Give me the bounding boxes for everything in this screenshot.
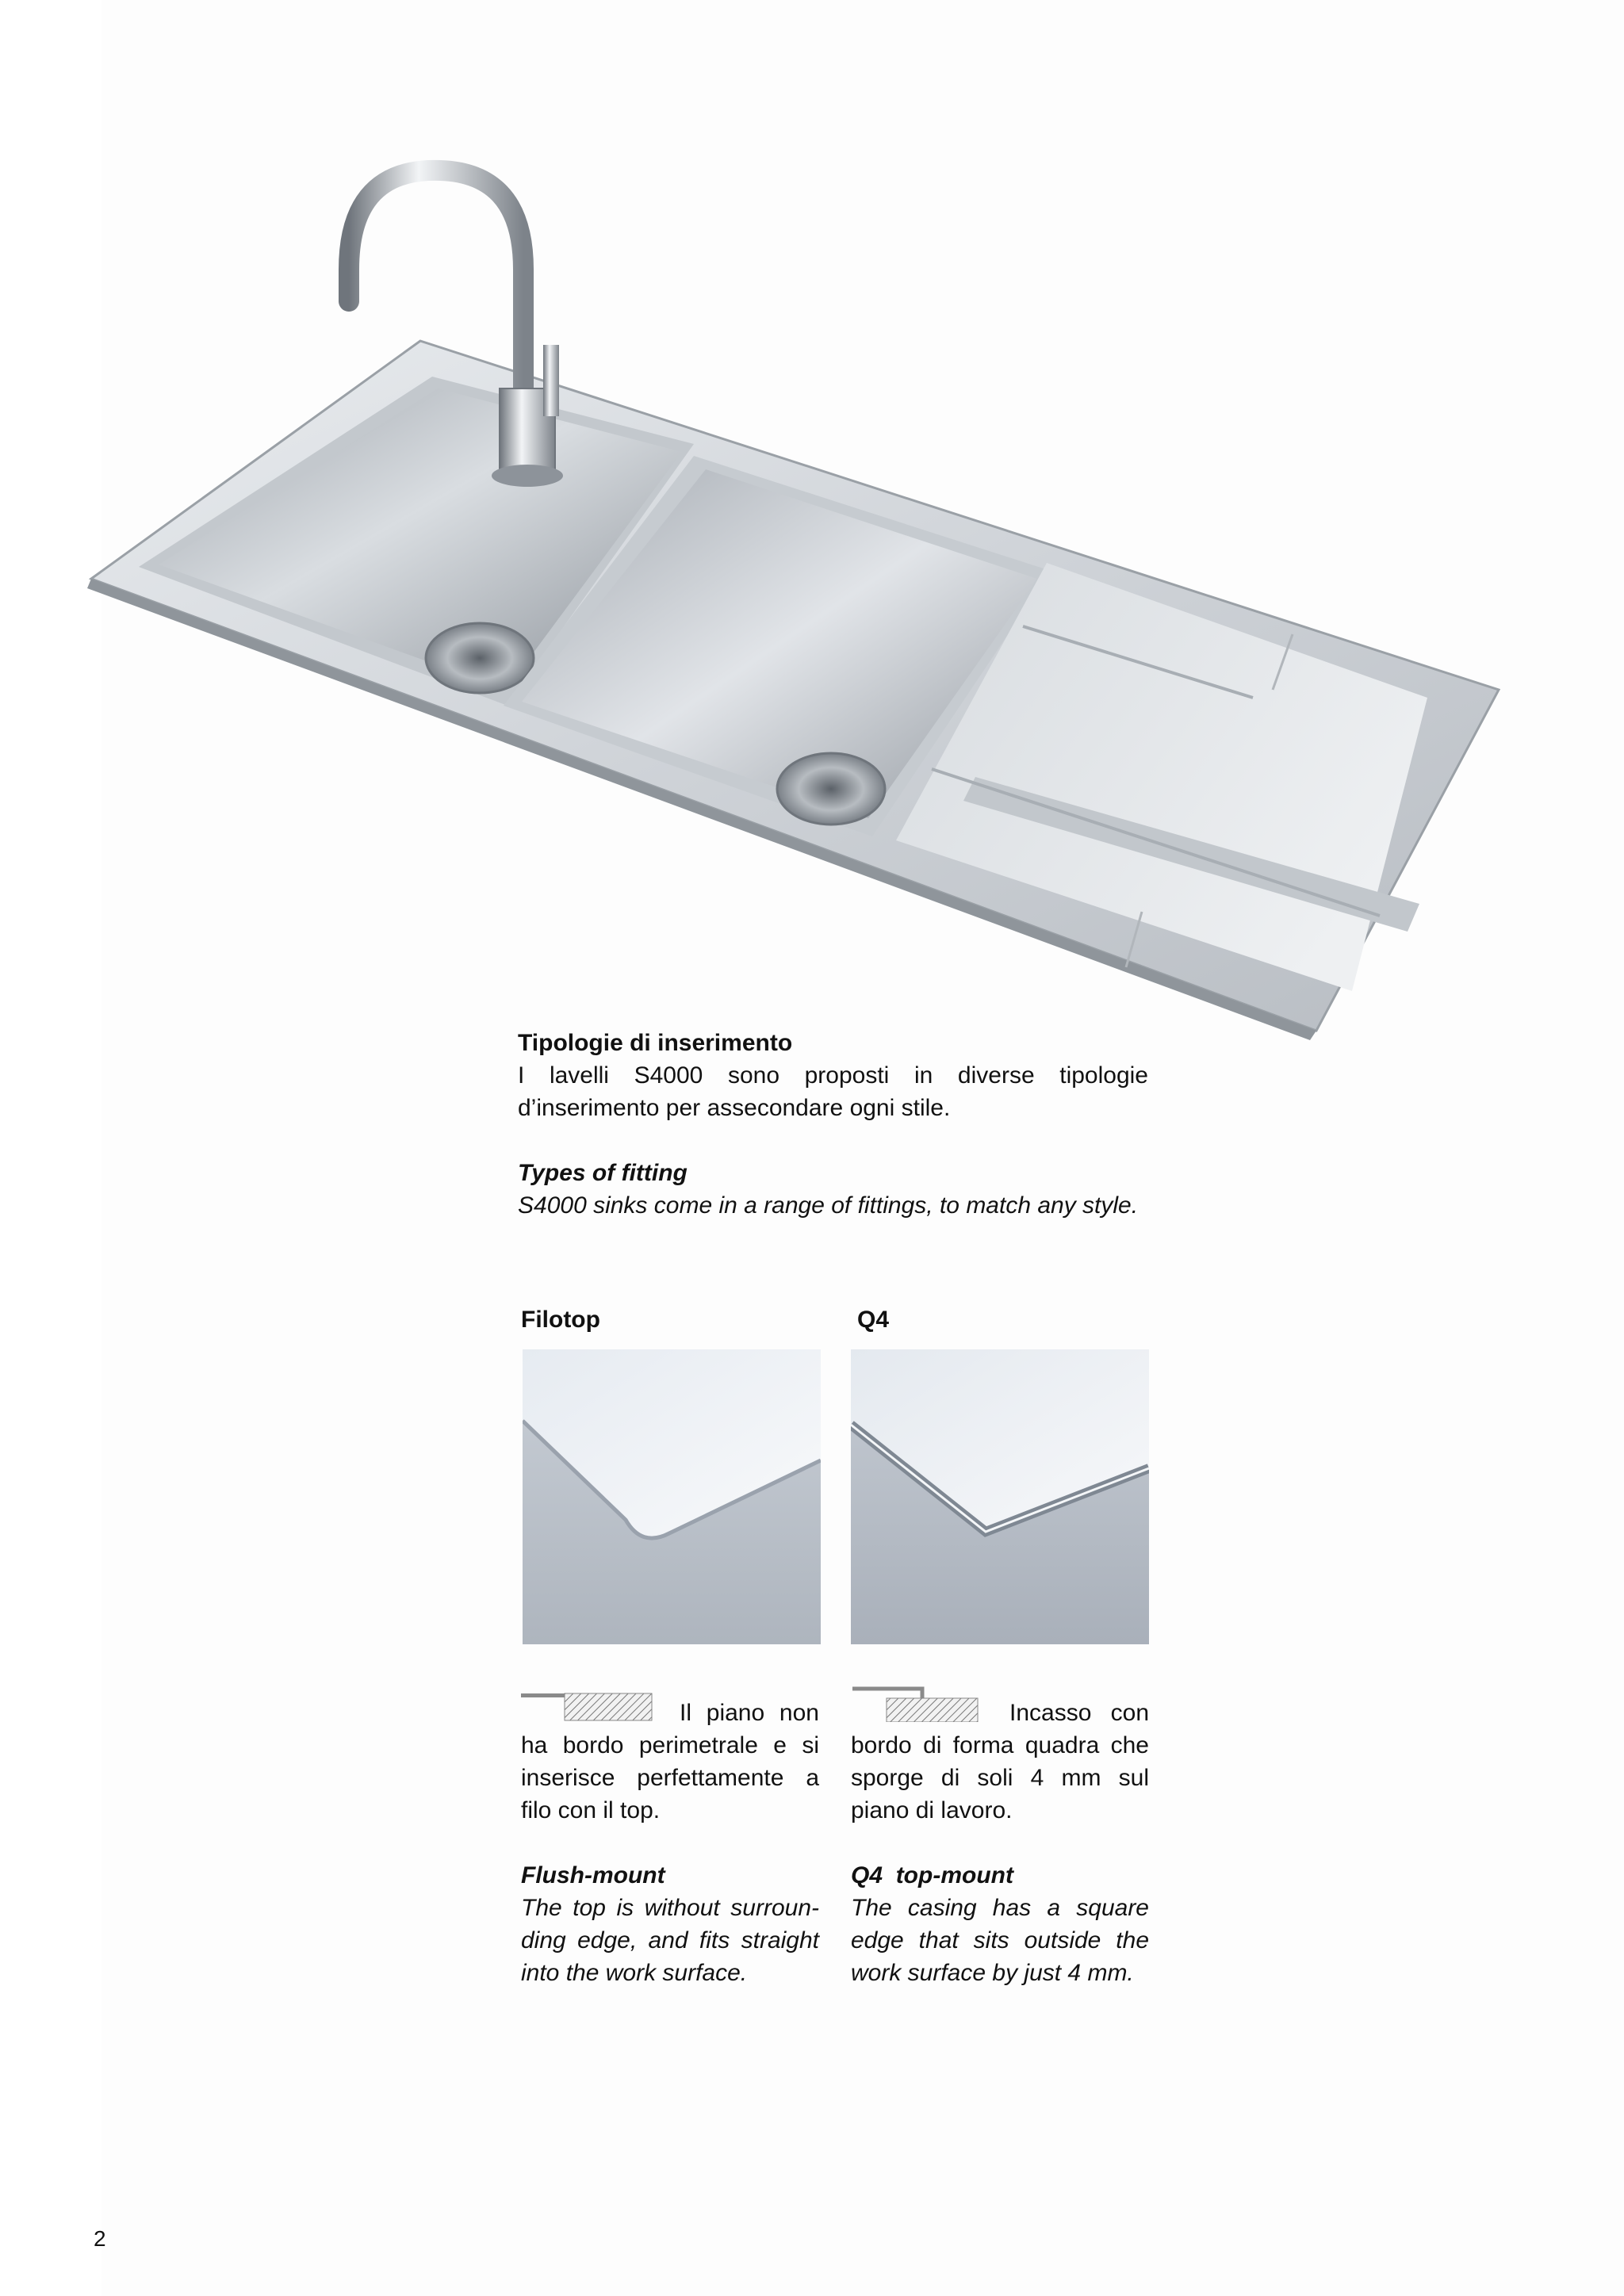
column-title-q4: Q4	[857, 1307, 890, 1333]
sink-product-image	[79, 151, 1522, 1054]
filotop-description	[521, 1697, 819, 1989]
intro-italian	[518, 1027, 1148, 1124]
column-title-filotop: Filotop	[521, 1307, 600, 1333]
q4-edge-photo	[851, 1349, 1149, 1644]
intro-title-en: Types of fitting	[518, 1160, 688, 1186]
intro-english	[518, 1157, 1148, 1222]
intro-title-it: Tipologie di inserimento	[518, 1030, 793, 1056]
filotop-edge-photo	[523, 1349, 821, 1644]
filotop-desc-en: The top is without surroun-ding edge, and fits straight into the work surface.	[521, 1895, 819, 1986]
q4-title-en: Q4 top-mount	[851, 1862, 1013, 1888]
q4-description	[851, 1697, 1149, 1989]
q4-desc-it: Incasso con bordo di forma quadra che sporge di soli 4 mm sul piano di lavoro.	[851, 1700, 1149, 1823]
q4-desc-en: The casing has a square edge that sits outside the work surface by just 4 mm.	[851, 1895, 1149, 1986]
filotop-desc-it: Il piano non ha bordo perimetrale e si inserisce perfettamente a filo con il top.	[521, 1700, 819, 1823]
intro-body-en: S4000 sinks come in a range of fittings, to match any style.	[518, 1192, 1139, 1219]
filotop-title-en: Flush-mount	[521, 1862, 665, 1888]
page-number: 2	[94, 2226, 106, 2251]
intro-body-it: I lavelli S4000 sono proposti in diverse tipologie d’inserimento per assecondare ogni stile.	[518, 1062, 1148, 1121]
